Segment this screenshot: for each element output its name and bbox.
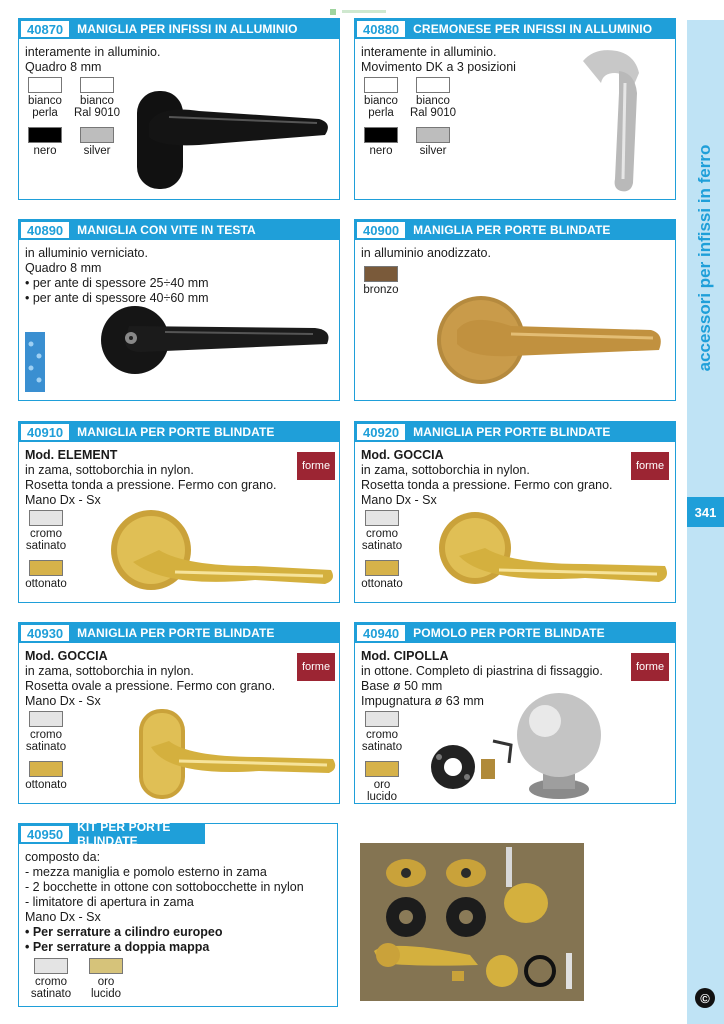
swatch-label: bronzo — [363, 284, 399, 296]
swatch-label: Ral 9010 — [73, 107, 121, 119]
color-swatch — [27, 958, 75, 1000]
forme-brand-logo: forme — [631, 452, 669, 480]
card-body — [19, 442, 339, 508]
model-name: Mod. CIPOLLA — [361, 649, 449, 663]
card-header — [19, 422, 339, 442]
description-line: - limitatore di apertura in zama — [25, 895, 194, 909]
product-code: 40910 — [20, 423, 70, 441]
swatch-label: nero — [33, 145, 57, 157]
swatch-label: satinato — [25, 540, 67, 552]
card-header — [19, 623, 339, 643]
swatch-label: perla — [368, 107, 394, 119]
swatch-label: bianco — [28, 95, 62, 107]
description-line: - mezza maniglia e pomolo esterno in zama — [25, 865, 267, 879]
blue-packaging-image — [25, 332, 45, 392]
card-header — [19, 19, 339, 39]
product-title: MANIGLIA PER PORTE BLINDATE — [77, 425, 275, 439]
description-line: • per ante di spessore 40÷60 mm — [25, 291, 209, 305]
model-name: Mod. ELEMENT — [25, 448, 118, 462]
card-header — [355, 220, 675, 240]
product-code: 40930 — [20, 624, 70, 642]
brass-goccia-handle-image — [435, 512, 671, 592]
description-line: Mano Dx - Sx — [25, 910, 101, 924]
description-line: in alluminio anodizzato. — [361, 246, 491, 260]
forme-brand-logo: forme — [297, 653, 335, 681]
feature-line: • Per serrature a cilindro europeo — [25, 925, 223, 939]
color-swatch — [25, 127, 65, 157]
swatch-label: satinato — [361, 741, 403, 753]
swatch-label: nero — [369, 145, 393, 157]
description-line: in zama, sottoborchia in nylon. — [25, 664, 194, 678]
chrome-knob-image — [513, 691, 605, 803]
product-title: MANIGLIA PER INFISSI IN ALLUMINIO — [77, 22, 298, 36]
brass-element-handle-image — [105, 510, 337, 596]
swatch-label: silver — [419, 145, 447, 157]
sidebar-section-title: accessori per infissi in ferro — [695, 144, 714, 372]
product-code: 40940 — [356, 624, 406, 642]
color-swatch — [23, 510, 69, 552]
swatch-label: lucido — [90, 988, 122, 1000]
swatch-label: ottonato — [25, 578, 67, 590]
black-window-handle-image — [129, 85, 334, 195]
product-code: 40900 — [356, 221, 406, 239]
description-line: interamente in alluminio. — [361, 45, 497, 59]
product-card-40920 — [354, 421, 676, 603]
description-line: in zama, sottoborchia in nylon. — [361, 463, 530, 477]
swatch-label: ottonato — [25, 779, 67, 791]
swatch-label: silver — [83, 145, 111, 157]
color-swatch — [23, 711, 69, 753]
product-title: CREMONESE PER INFISSI IN ALLUMINIO — [413, 22, 653, 36]
description-line: Quadro 8 mm — [25, 60, 102, 74]
swatch-label: satinato — [25, 741, 67, 753]
bronze-door-handle-image — [431, 292, 667, 392]
description-line: Mano Dx - Sx — [361, 493, 437, 507]
swatch-label: cromo — [366, 729, 398, 741]
product-code: 40890 — [20, 221, 70, 239]
color-swatch — [23, 761, 69, 791]
product-code: 40870 — [20, 20, 70, 38]
card-header — [355, 623, 675, 643]
swatch-label: cromo — [30, 528, 62, 540]
swatch-label: oro — [97, 976, 115, 988]
product-card-40870 — [18, 18, 340, 200]
color-swatch — [359, 510, 405, 552]
mounting-plate-image — [427, 733, 517, 793]
product-title: MANIGLIA CON VITE IN TESTA — [77, 223, 256, 237]
black-screw-handle-image — [95, 304, 339, 380]
product-card-40890 — [18, 219, 340, 401]
swatch-label: satinato — [30, 988, 72, 1000]
swatch-label: bianco — [364, 95, 398, 107]
description-line: Movimento DK a 3 posizioni — [361, 60, 516, 74]
description-line: Rosetta tonda a pressione. Fermo con grano. — [25, 478, 277, 492]
top-header-mark — [330, 2, 390, 8]
color-swatch — [361, 127, 401, 157]
description-line: Rosetta ovale a pressione. Fermo con grano. — [25, 679, 276, 693]
card-body — [355, 442, 675, 508]
swatch-label: Ral 9010 — [409, 107, 457, 119]
model-name: Mod. GOCCIA — [25, 649, 108, 663]
swatch-label: lucido — [366, 791, 398, 803]
color-swatch — [75, 127, 119, 157]
card-header — [355, 19, 675, 39]
card-body — [19, 643, 339, 709]
product-code: 40880 — [356, 20, 406, 38]
color-swatch — [361, 77, 401, 119]
description-line: in alluminio verniciato. — [25, 246, 148, 260]
product-card-40880 — [354, 18, 676, 200]
page-number: 341 — [687, 497, 724, 527]
description-line: in zama, sottoborchia in nylon. — [25, 463, 194, 477]
forme-brand-logo: forme — [297, 452, 335, 480]
brass-oval-rose-handle-image — [129, 707, 339, 801]
description-line: Mano Dx - Sx — [25, 493, 101, 507]
description-line: Mano Dx - Sx — [25, 694, 101, 708]
swatch-label: oro — [373, 779, 391, 791]
description-line: Quadro 8 mm — [25, 261, 102, 275]
card-body — [19, 844, 337, 955]
product-title: KIT PER PORTE BLINDATE — [77, 820, 171, 848]
swatch-label: bianco — [416, 95, 450, 107]
swatch-label: cromo — [30, 729, 62, 741]
color-swatch — [73, 77, 121, 119]
swatch-label: ottonato — [361, 578, 403, 590]
product-title: MANIGLIA PER PORTE BLINDATE — [413, 425, 611, 439]
color-swatch — [85, 958, 127, 1000]
description-line: Base ø 50 mm — [361, 679, 443, 693]
swatch-label: satinato — [361, 540, 403, 552]
description-line: Impugnatura ø 63 mm — [361, 694, 484, 708]
color-swatch — [409, 77, 457, 119]
card-body — [355, 240, 675, 261]
forme-brand-logo: forme — [631, 653, 669, 681]
description-line: Rosetta tonda a pressione. Fermo con grano. — [361, 478, 613, 492]
swatch-label: cromo — [35, 976, 67, 988]
model-name: Mod. GOCCIA — [361, 448, 444, 462]
description-line: composto da: — [25, 850, 101, 864]
feature-line: • Per serrature a doppia mappa — [25, 940, 210, 954]
color-swatch — [411, 127, 455, 157]
card-body — [19, 39, 339, 75]
silver-cremone-handle-image — [565, 43, 665, 197]
kit-components-photo — [360, 843, 584, 1001]
color-swatch — [23, 560, 69, 590]
product-card-40910 — [18, 421, 340, 603]
product-code: 40920 — [356, 423, 406, 441]
description-line: in ottone. Completo di piastrina di fissaggio. — [361, 664, 603, 678]
color-swatch — [25, 77, 65, 119]
product-code: 40950 — [20, 825, 70, 843]
product-title: MANIGLIA PER PORTE BLINDATE — [77, 626, 275, 640]
description-line: • per ante di spessore 25÷40 mm — [25, 276, 209, 290]
copyright-icon: © — [695, 988, 715, 1008]
card-header — [355, 422, 675, 442]
product-title: MANIGLIA PER PORTE BLINDATE — [413, 223, 611, 237]
product-card-40950 — [18, 820, 338, 1007]
swatch-label: perla — [32, 107, 58, 119]
color-swatch — [359, 761, 405, 803]
description-line: - 2 bocchette in ottone con sottobocchette in nylon — [25, 880, 304, 894]
color-swatch — [359, 560, 405, 590]
card-body — [19, 240, 339, 306]
color-swatch — [359, 711, 405, 753]
product-title: POMOLO PER PORTE BLINDATE — [413, 626, 605, 640]
product-card-40930 — [18, 622, 340, 804]
description-line: interamente in alluminio. — [25, 45, 161, 59]
swatch-label: cromo — [366, 528, 398, 540]
card-header — [19, 220, 339, 240]
product-card-40940 — [354, 622, 676, 804]
swatch-label: bianco — [80, 95, 114, 107]
color-swatch — [361, 266, 401, 296]
product-card-40900 — [354, 219, 676, 401]
card-header — [19, 820, 205, 848]
